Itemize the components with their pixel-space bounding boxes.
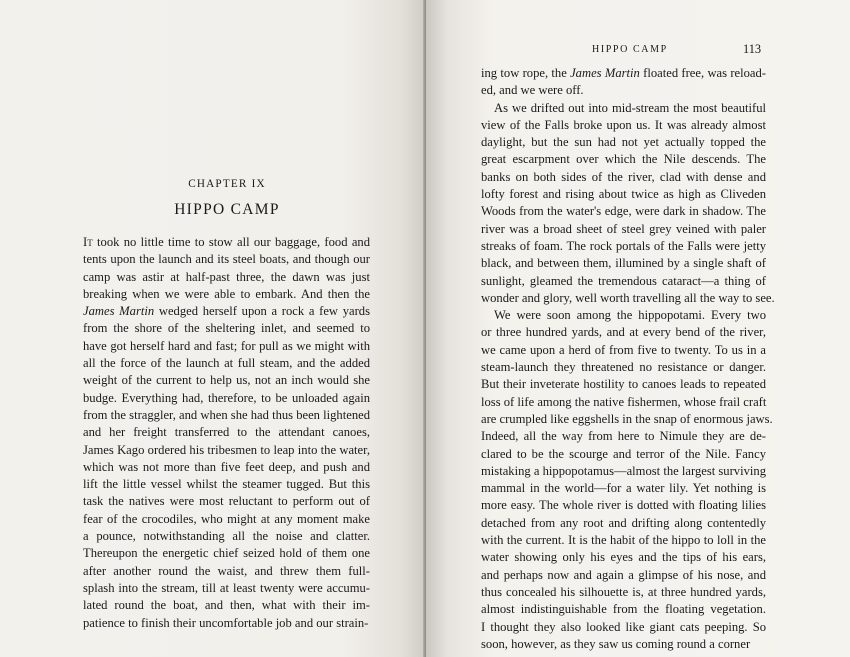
page-number: 113 <box>743 42 762 56</box>
text-line: river was a broad sheet of steel grey veined with paler <box>481 221 766 236</box>
text-line: As we drifted out into mid-stream the most beautiful <box>494 100 766 115</box>
text-line: sunlight, gleamed the tremendous cataract—a thing of <box>481 273 766 288</box>
text-line: view of the Falls broke upon us. It was already almost <box>481 117 766 132</box>
text-line: James Martin wedged herself upon a rock a few yards <box>83 304 370 319</box>
text-line: splash into the stream, till at least twenty were accumu- <box>83 580 370 595</box>
text-line: I thought they also looked like giant cats peeping. So <box>481 619 766 634</box>
text-line: task the natives were most reluctant to perform out of <box>83 494 370 509</box>
text-line: more easy. The whole river is dotted with floating lilies <box>481 498 766 513</box>
paragraph <box>481 307 773 653</box>
text-line: black, and between them, illumined by a single shaft of <box>481 256 766 271</box>
text-line: and perhaps now and again a glimpse of his nose, and <box>481 567 766 582</box>
text-line: from the straggler, and when she had thus been lightened <box>83 407 370 422</box>
text-line: loss of life among the native fishermen, whose frail craft <box>481 394 767 409</box>
text-line: camp was astir at half-past three, the dawn was just <box>83 269 370 284</box>
text-line: almost indistinguishable from the floating vegetation. <box>481 602 766 617</box>
text-line: Woods from the water's edge, were dark in shadow. The <box>481 204 766 219</box>
text-line: tents upon the launch and its steel boats, and though our <box>83 252 370 267</box>
text-line: lift the little vessel whilst the steamer tugged. But this <box>83 477 370 492</box>
running-head: HIPPO CAMP <box>592 44 668 55</box>
text-line: wonder and glory, well worth travelling all the way to see. <box>481 290 775 305</box>
text-line: a pounce, notwithstanding all the noise and clatter. <box>83 529 370 544</box>
text-line: lated round the boat, and then, what with their im- <box>83 598 370 613</box>
text-line: we came upon a herd of from five to twenty. To us in a <box>481 342 766 357</box>
paragraph <box>481 100 775 308</box>
text-line: banks on both sides of the river, clad with dense and <box>481 169 766 184</box>
text-line: detached from any root and drifting along contentedly <box>481 515 766 530</box>
text-line: weight of the current to help us, not an inch would she <box>83 373 370 388</box>
text-line: all the force of the launch at full steam, and the added <box>83 356 370 371</box>
text-line: which was not more than five feet deep, and push and <box>83 459 370 474</box>
text-line: steam-launch they threatened no resistance or danger. <box>481 360 766 375</box>
text-line: mistaking a hippopotamus—almost the largest surviving <box>481 463 766 478</box>
text-line: soon, however, as they saw us coming round a corner <box>481 636 751 651</box>
text-line: water showing only his eyes and the tips of his ears, <box>481 550 766 565</box>
text-line: great escarpment over which the Nile descends. The <box>481 152 766 167</box>
text-line: budge. Everything had, therefore, to be unloaded again <box>83 390 370 405</box>
text-line: with the current. It is the habit of the hippo to loll in the <box>481 533 766 548</box>
text-line: ed, and we were off. <box>481 83 584 98</box>
text-line: We were soon among the hippopotami. Every two <box>494 308 766 323</box>
text-line: Thereupon the energetic chief seized hold of them one <box>83 546 370 561</box>
text-line: clared to be the scourge and terror of the Nile. Fancy <box>481 446 766 461</box>
text-line: lofty forest and rising about twice as high as Cliveden <box>481 187 766 202</box>
text-line: or three hundred yards, and at every bend of the river, <box>481 325 766 340</box>
text-line: mammal in the world—for a water lily. Yet nothing is <box>481 481 766 496</box>
chapter-label: CHAPTER IX <box>188 178 266 190</box>
text-line: and her freight transferred to the attendant canoes, <box>83 425 370 440</box>
text-line: after another round the waist, and threw them full- <box>83 563 370 578</box>
text-line: from the shore of the sheltering inlet, and seemed to <box>83 321 370 336</box>
text-line: are crumpled like eggshells in the snap of enormous jaws. <box>481 411 773 426</box>
text-line: Indeed, all the way from here to Nimule they are de- <box>481 429 766 444</box>
text-line: have got herself hard and fast; for pull as we might with <box>83 338 370 353</box>
text-line: James Kago ordered his tribesmen to leap into the water, <box>83 442 370 457</box>
paragraph <box>481 65 766 100</box>
text-line: But their inveterate hostility to canoes leads to repeated <box>481 377 766 392</box>
text-line: It took no little time to stow all our baggage, food and <box>83 235 370 249</box>
text-line: thus concealed his silhouette is, at three hundred yards, <box>481 584 766 599</box>
paragraph <box>83 234 370 632</box>
text-line: ing tow rope, the James Martin floated free, was reload- <box>481 66 766 80</box>
text-line: breaking when we were able to embark. And then the <box>83 286 370 301</box>
text-line: daylight, but the sun had not yet actually topped the <box>481 135 766 150</box>
text-line: patience to finish their uncomfortable job and our strain- <box>83 615 369 630</box>
chapter-title: HIPPO CAMP <box>174 201 280 218</box>
text-line: fear of the crocodiles, who might at any moment make <box>83 511 370 526</box>
text-line: streaks of foam. The rock portals of the Falls were jetty <box>481 238 766 253</box>
